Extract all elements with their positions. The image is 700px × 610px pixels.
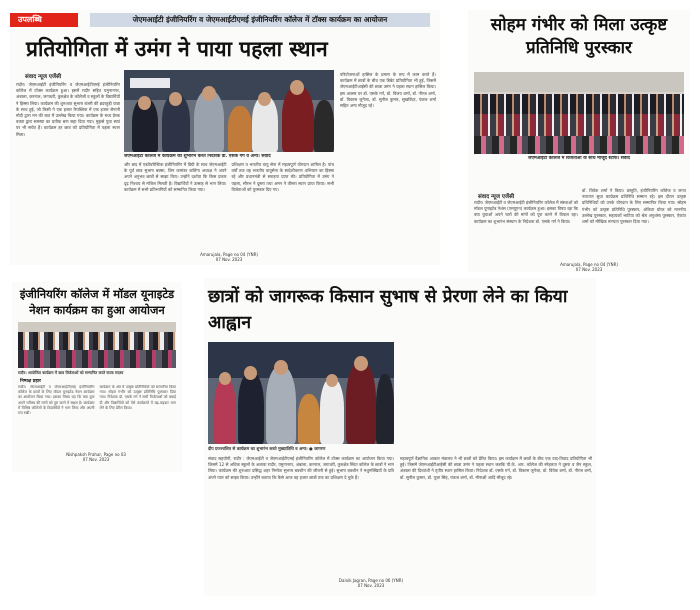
source-date: 07 Nov. 2023	[215, 257, 243, 262]
article-column-1: रादौर। जेएमआईटी व जेएमआईटी इंजीनियरिंग कॉलेज में संस्थाओं को मॉडल यूनाइटेड नेशंस (एमयूएन) कार्यक्रम हुआ। इसका विषय रहा कि क्या युवाओं अपने चारों की मांगों को पूरा करने में विफल रहा। कार्यक्रम का शुभारंभ संस्थान के निदेशक डॉ. एसके गर्ग ने किया।	[474, 200, 578, 224]
source-line	[316, 578, 426, 588]
event-photo	[208, 342, 394, 444]
newspaper-clipping-model-un	[12, 282, 182, 472]
group-photo	[474, 72, 684, 154]
source-publication: Dainik Jagran, Page no 06 (YNR)	[338, 578, 404, 583]
source-date: 07 Nov. 2023	[82, 457, 110, 462]
source-publication: Amarujala, Page no 04 (YNR)	[200, 252, 258, 257]
source-publication: Amarujala, Page no 04 (YNR)	[560, 262, 618, 267]
article-column-2: महत्वपूर्ण वैज्ञानिक आकार मंत्रालय ने भी छात्रों को प्रेरित किया। इस कार्यक्रम में छात्रों के बीच एक वाद-विवाद प्रतियोगिता भी हुई। जिसमें जेएमआईटीआईसी की छात्रा उमंग ने पहला स्थान जबकि पी.के. आर. कॉलेज की स्नेहलता ने दूसरा व जैन स्कूल, अंबाला की दिव्यांशी ने तृतीय स्थान हासिल किया। निदेशक डॉ. एसके गर्ग, डॉ. विकास जुनेजा, डॉ. विवेक शर्मा, डॉ. नीरज शर्मा, डॉ. सुनील कुमार, डॉ. पूजा सिंह, पंकज शर्मा, डॉ. मीनाक्षी आदि मौजूद रहे।	[400, 456, 592, 480]
photo-caption: रादौर। आयोजित कार्यक्रम में छात्र विजेताओं को सम्मानित करते स्टाफ सदस्य	[18, 370, 124, 375]
source-line	[56, 452, 136, 462]
article-columns-2-3	[124, 162, 334, 252]
photo-caption: दीप प्रज्ज्वलित से कार्यक्रम का शुभारंभ करते मुख्यातिथि व अन्य। ● जागरण	[208, 446, 326, 451]
headline: सोहम गंभीर को मिला उत्कृष्ट प्रतिनिधि पुरस्कार	[490, 15, 668, 58]
section-ribbon: उपलब्धि	[10, 13, 78, 27]
dateline: निष्पक्ष प्रहार	[20, 379, 41, 384]
newspaper-clipping-dainik-jagran	[204, 278, 596, 596]
article-column-2: और बाद में एडवेंचरिस्टिक इंजीनियरिंग में डिग्री के साथ जेएमआईटी के पूर्व छात्र सुभाष बक्सा, जिन कमांडर कलिंगा अध्यक्ष ने अपने अपने अनुभव छात्रों से साझा किए। उन्होंने दर्शाया कि किस प्रकार दृढ़ निश्चय से मंजिल मिलती है। विद्यार्थियों ने उत्साह से भाग लिया। कार्यक्रम में सभी प्रतिभागियों को सम्मानित किया गया।	[124, 162, 227, 192]
article-columns	[18, 385, 176, 447]
dateline: संवाद न्यूज एजेंसी	[478, 194, 515, 200]
headline: इंजीनियरिंग कॉलेज में मॉडल यूनाइटेड नेशन कार्यक्रम का हुआ आयोजन	[19, 287, 175, 317]
source-line	[554, 262, 624, 272]
newspaper-clipping-amarujala-umang	[10, 10, 440, 265]
group-photo	[18, 322, 176, 368]
source-date: 07 Nov. 2023	[357, 583, 385, 588]
article-column-2: डॉ. विवेक शर्मा ने किया। प्रस्तुति, इंजीनियरिंग कॉलेज व जगत नारायण सुधा कार्यक्रम प्रतिनिधि सम्मान रहे। इस दौरान उत्कृष्ट प्रतिनिधियों को उनके योगदान के लिए सम्मानित किया गया। सोहम गंभीर को उत्कृष्ट प्रतिनिधि पुरस्कार, अंकिता ग्रोवर को माननीय उल्लेख पुरस्कार, सहायकों भाटिया को श्रेष्ठ अनुशंसा पुरस्कार, ऐकांत शर्मा को मौखिक मान्यता पुरस्कार दिया गया।	[582, 188, 686, 225]
event-photo	[124, 70, 334, 152]
article-column-1: रादौर। जेएमआईटी इंजीनियरिंग व जेएमआईटीएमई इंजीनियरिंग कॉलेज में टॉक्स कार्यक्रम हुआ। इसमें रादौर सहित यमुनानगर, अंबाला, करनाल, जगाधरी, कुरुक्षेत्र के कॉलेजों व स्कूलों के विद्यार्थियों ने हिस्सा लिया। कार्यक्रम की शुरुआत सुभाष बंजरी की ब्रदरहुड़ी यात्रा के साथ हुई, जो किसी ने एक हजार रिपब्लिक में एक हजार सेनानी मोदी द्वारा मन की बात में उल्लेख किया गया। कार्यक्रम के मध्य प्रेरक वक्ता द्वारा समस्या का प्रतीक बना सहा दिया गया। मुझसे युवा स्वयं पर भी सचेत हैं। कार्यक्रम हर छात्र को प्रतियोगिता में पहला स्थान मिला।	[16, 82, 120, 137]
dateline: संवाद न्यूज एजेंसी	[25, 74, 62, 80]
article-column-3: प्रशिक्षण व भारतीय वायु सेना में महत्वपूर्ण योगदान शामिल है। पांच वर्षों तक वह भारतीय वायुसेना के स्वदेशीकरण अभियान का हिस्सा रहे और प्रधानमंत्री से सराहना प्राप्त की। प्रतियोगिता में उमंग ने पहला, सौरभ ने दूसरा तथा अमन ने तीसरा स्थान प्राप्त किया। सभी विजेताओं को पुरस्कार दिए गए।	[231, 162, 334, 192]
article-column-2: कार्यक्रम के अंत में उत्कृष्ट प्रतिनिधियों को सम्मानित किया गया। सोहम गंभीर को उत्कृष्ट प्रतिनिधि पुरस्कार दिया गया। निदेशक डॉ. एसके गर्ग ने सभी विजेताओं को बधाई दी और विद्यार्थियों को ऐसे कार्यक्रमों में बढ़-चढ़कर भाग लेने के लिए प्रेरित किया।	[99, 385, 176, 410]
headline: छात्रों को जागरूक किसान सुभाष से प्रेरणा लेने का किया आह्वान	[208, 287, 568, 333]
newspaper-clipping-amarujala-soham	[468, 10, 690, 272]
strap-headline: जेएमआईटी इंजीनियरिंग व जेएमआईटीएमई इंजीनियरिंग कॉलेज में टॉक्स कार्यक्रम का आयोजन	[90, 13, 430, 27]
source-date: 07 Nov. 2023	[575, 267, 603, 272]
article-column-4: परियोजनाओं हासिल के प्रमाण के रूप में काम करते हैं। कार्यक्रम में छात्रों के बीच एक डिबेट प्रतियोगिता भी हुई, जिसमें जेएमआईटीआईसी की छात्रा उमंग ने पहला स्थान हासिल किया। इस अवसर पर डॉ. एसके गर्ग, डॉ. विजय शर्मा, डॉ. नीरज शर्मा, डॉ. विकास जुनेजा, डॉ. सुनील कुमार, सुखविंदर, पंकज शर्मा सहित अन्य मौजूद रहे।	[340, 72, 436, 109]
source-publication: Nishpaksh Prahar, Page no 03	[66, 452, 126, 457]
source-line	[194, 252, 264, 262]
photo-caption: जेएमआईटी कॉलेज में कार्यक्रम का शुभारंभ करते निदेशक डॉ. एसके गर्ग व अन्य। संवाद	[124, 154, 271, 159]
headline: प्रतियोगिता में उमंग ने पाया पहला स्थान	[26, 36, 328, 61]
article-column-1: संवाद सहयोगी, रादौर : जेएमआईटी व जेएमआईटीएमई इंजीनियरिंग कॉलेज में टॉक्स कार्यक्रम का आयोजन किया गया। जिसमें 12 से अधिक स्कूलों के अलावा रादौर, यमुनानगर, अंबाला, करनाल, जगाधरी, कुरुक्षेत्र स्थित कॉलेज के छात्रों ने भाग लिया। कार्यक्रम की शुरुआत प्रसिद्ध शहर निर्माता सुभाष बक्शीन की जीवनी से हुई। सुभाष बक्शीन ने मधुमक्खियों के प्रति अपने प्यार को साझा किया। उन्होंने बताया कि कैसे आज वह हजार छात्रों तक का प्रशिक्षण दे चुके हैं।	[208, 456, 394, 480]
article-column-1: रादौर। जेएमआईटी व जेएमआईटीएमई इंजीनियरिंग कॉलेज के छात्रों के लिए मॉडल यूनाइटेड नेशन कार्यक्रम का आयोजन किया गया। इसका विषय रहा कि क्या युवा अपने भविष्य की मांगों को पूरा करने में सक्षम है। कार्यक्रम में विभिन्न कॉलेजों के विद्यार्थियों ने भाग लिया और अपनी राय रखी।	[18, 385, 95, 416]
photo-caption: जेएमआईटी कॉलेज में विजेताओं के साथ मौजूद स्टाफ। संवाद	[528, 156, 630, 161]
